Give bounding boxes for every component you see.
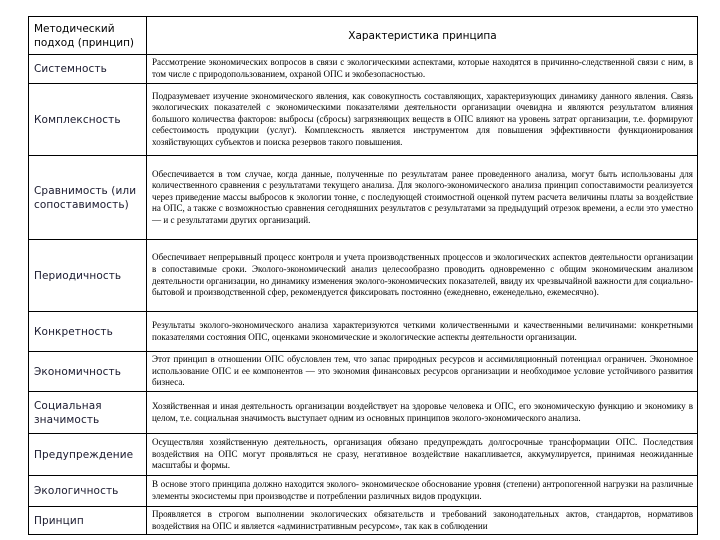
principle-name: Сравнимость (или сопоставимость) (29, 156, 147, 240)
table-row (29, 156, 698, 240)
principle-name: Экономичность (29, 352, 147, 392)
principle-name: Принцип (29, 507, 147, 535)
table-row (29, 55, 698, 84)
column-header-method: Методический подход (принцип) (29, 17, 147, 55)
principle-name: Комплексность (29, 84, 147, 156)
principle-description: Проявляется в строгом выполнении экологических обязательств и требований законодательных актов, стандартов, нормативов воздействия на ОПС и является «административным ресурсом», так как в соблюдении (147, 507, 698, 535)
principle-name: Предупреждение (29, 434, 147, 476)
principle-name: Периодичность (29, 240, 147, 312)
principle-description: Хозяйственная и иная деятельность организации воздействует на здоровье человека и ОПС, его экономическую функцию и экономику в целом, т.е. социальная значимость выступает одним из основных принципов эколого-экономического анализа. (147, 392, 698, 434)
principle-description: В основе этого принципа должно находится эколого- экономическое обоснование уровня (степени) антропогенной нагрузки на различные элементы экосистемы при производстве и потреблении различных видов продукции. (147, 476, 698, 507)
principle-name: Конкретность (29, 312, 147, 352)
table-row (29, 84, 698, 156)
principle-description: Результаты эколого-экономического анализа характеризуются четкими количественными и качественными величинами: конкретными показателями состояния ОПС, оценками экономические и экологические аспекты деятельности организации. (147, 312, 698, 352)
principle-name: Системность (29, 55, 147, 84)
principle-description: Обеспечивается в том случае, когда данные, полученные по результатам ранее проведенного анализа, могут быть использованы для количественного сравнения с результатами текущего анализа. Для эколого-экономического анализа принцип сопоставимости реализуется через приведение массы выбросов к экологии тонне, с последующей стоимостной оценкой путем расчета величины платы за воздействие на ОПС, а также с возможностью сравнения сегодняшних результатов с результатами за предыдущий отрезок времени, а если это уместно — и с результатами других организаций. (147, 156, 698, 240)
principle-name: Социальная значимость (29, 392, 147, 434)
table-header-row (29, 17, 698, 55)
table-row (29, 507, 698, 535)
principles-table (28, 16, 698, 535)
table-row (29, 476, 698, 507)
principle-description: Подразумевает изучение экономического явления, как совокупность составляющих, характеризующих динамику данного явления. Связь экологических показателей с экономическими показателями деятельности организации очевидна и являются результатом влияния большого количества факторов: выбросы (сбросы) загрязняющих веществ в ОПС влияют на уровень затрат организации, т.е. формируют себестоимость продукции (услуг). Комплексность является инструментом для повышения эффективности функционирования хозяйствующих субъектов и поиска резервов такого повышения. (147, 84, 698, 156)
principle-description: Обеспечивает непрерывный процесс контроля и учета производственных процессов и экологических аспектов деятельности организации в сопоставимые сроки. Эколого-экономический анализ целесообразно проводить одновременно с общим экономическим анализом деятельности организации, но динамику изменения эколого-экономических показателей, ввиду их чрезвычайной важности для социально-бытовой и производственной сфер, рекомендуется фиксировать постоянно (ежедневно, еженедельно, ежемесячно). (147, 240, 698, 312)
table-row (29, 352, 698, 392)
table-row (29, 392, 698, 434)
column-header-characteristic: Характеристика принципа (147, 17, 698, 55)
table-row (29, 240, 698, 312)
principle-name: Экологичность (29, 476, 147, 507)
table-row (29, 434, 698, 476)
principle-description: Осуществляя хозяйственную деятельность, организация обязано предупреждать долгосрочные трансформации ОПС. Последствия воздействия на ОПС могут проявляться не сразу, негативное воздействие накапливается, аккумулируется, принимая неожиданные масштабы и формы. (147, 434, 698, 476)
table-row (29, 312, 698, 352)
principle-description: Этот принцип в отношении ОПС обусловлен тем, что запас природных ресурсов и ассимиляционный потенциал ограничен. Экономное использование ОПС и ее компонентов — это экономия финансовых ресурсов организации и необходимое условие устойчивого развития бизнеса. (147, 352, 698, 392)
principle-description: Рассмотрение экономических вопросов в связи с экологическими аспектами, которые находятся в причинно-следственной связи с ним, в том числе с природопользованием, охраной ОПС и экобезопасностью. (147, 55, 698, 84)
table-body (29, 17, 698, 535)
